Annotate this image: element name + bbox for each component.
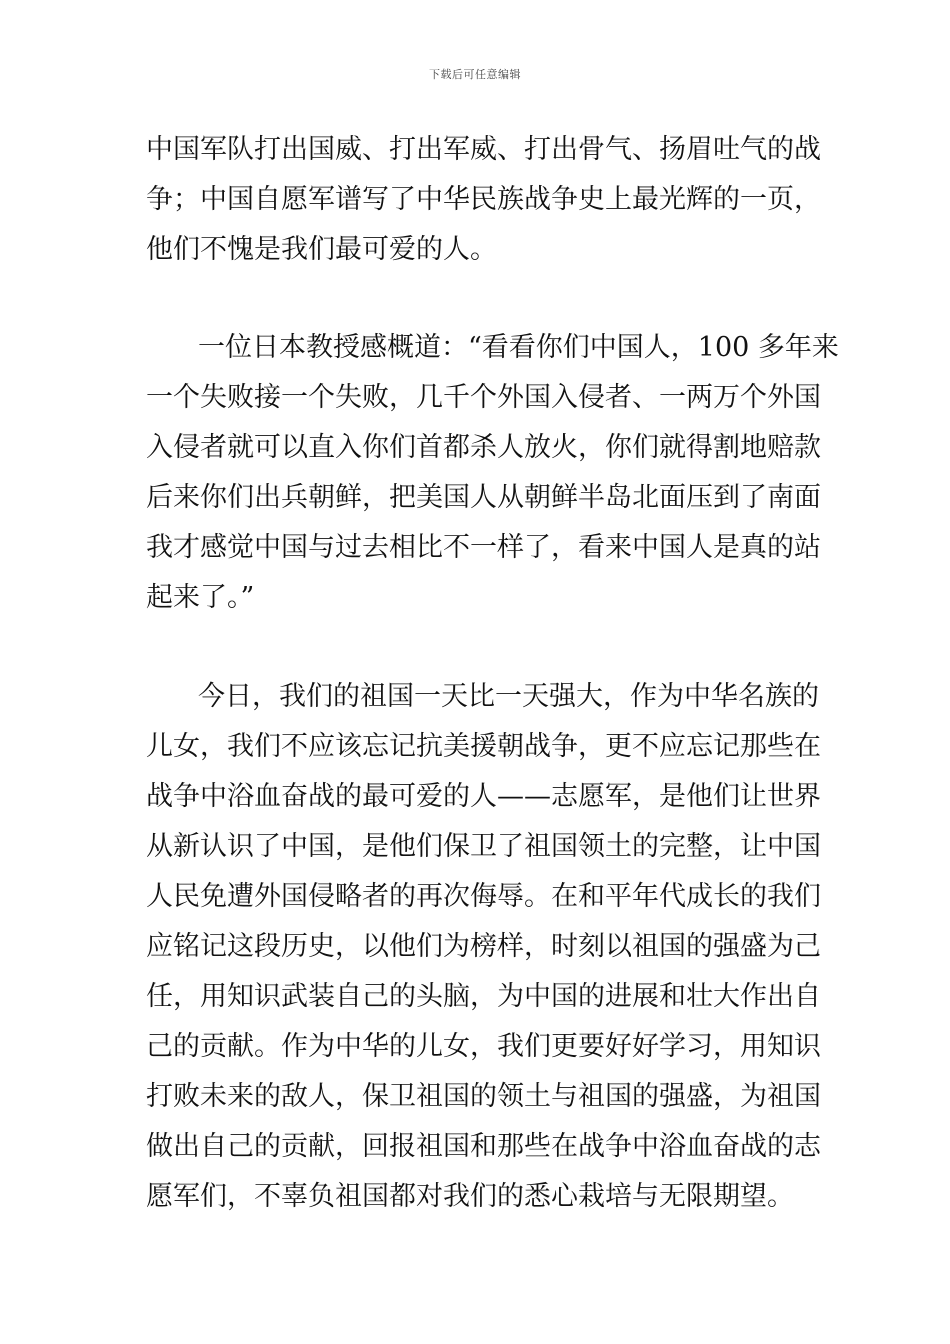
text-line: 做出自己的贡献，回报祖国和那些在战争中浴血奋战的志 <box>146 1131 821 1162</box>
text-line: 打败未来的敌人，保卫祖国的领土与祖国的强盛，为祖国 <box>146 1081 821 1112</box>
text-line: 我才感觉中国与过去相比不一样了，看来中国人是真的站 <box>146 532 821 563</box>
text-line: 人民免遭外国侵略者的再次侮辱。在和平年代成长的我们 <box>146 881 821 912</box>
text-line: 争；中国自愿军谱写了中华民族战争史上最光辉的一页， <box>146 184 821 215</box>
text-line: 起来了。” <box>146 582 255 613</box>
text-line: 一个失败接一个失败，几千个外国入侵者、一两万个外国 <box>146 382 821 413</box>
text-line: 一位日本教授感概道：“看看你们中国人，100 多年来 <box>198 332 839 363</box>
text-line: 从新认识了中国，是他们保卫了祖国领土的完整，让中国 <box>146 831 821 862</box>
text-line: 愿军们，不辜负祖国都对我们的悉心栽培与无限期望。 <box>146 1181 794 1212</box>
text-line: 战争中浴血奋战的最可爱的人——志愿军，是他们让世界 <box>146 781 821 812</box>
text-line: 今日，我们的祖国一天比一天强大，作为中华名族的 <box>198 681 819 712</box>
text-line: 己的贡献。作为中华的儿女，我们更要好好学习，用知识 <box>146 1031 821 1062</box>
page-header-note: 下载后可任意编辑 <box>429 68 521 81</box>
text-line: 任，用知识武装自己的头脑，为中国的进展和壮大作出自 <box>146 981 821 1012</box>
text-line: 后来你们出兵朝鲜，把美国人从朝鲜半岛北面压到了南面 <box>146 482 821 513</box>
text-line: 应铭记这段历史，以他们为榜样，时刻以祖国的强盛为己 <box>146 931 821 962</box>
text-line: 儿女，我们不应该忘记抗美援朝战争，更不应忘记那些在 <box>146 731 821 762</box>
text-line: 入侵者就可以直入你们首都杀人放火，你们就得割地赔款 <box>146 432 821 463</box>
text-line: 他们不愧是我们最可爱的人。 <box>146 234 497 265</box>
text-line: 中国军队打出国威、打出军威、打出骨气、扬眉吐气的战 <box>146 134 821 165</box>
